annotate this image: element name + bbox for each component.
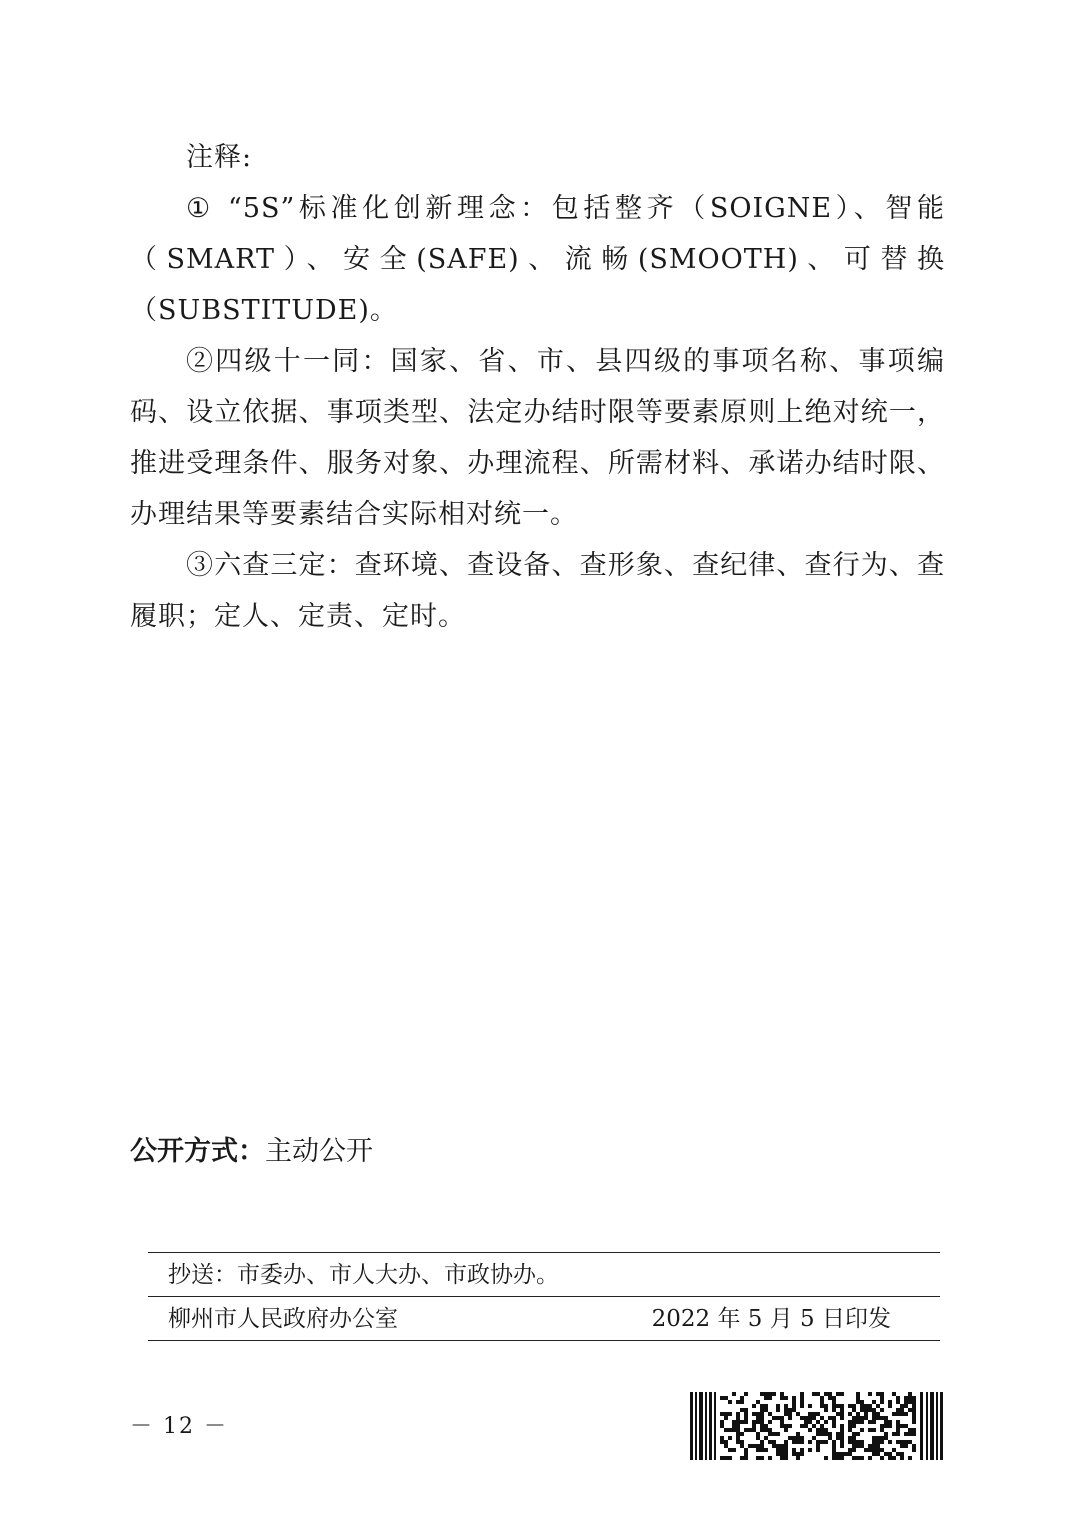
note-item-2: ②四级十一同：国家、省、市、县四级的事项名称、事项编码、设立依据、事项类型、法定办结时限等要素原则上绝对统一，推进受理条件、服务对象、办理流程、所需材料、承诺办结时限、办理结果等要素结合实际相对统一。 [130, 346, 945, 530]
issuer-name: 柳州市人民政府办公室 [168, 1306, 398, 1332]
disclosure-label: 公开方式： [130, 1136, 265, 1167]
note-item-1: ① “5S”标准化创新理念：包括整齐（SOIGNE）、智能（SMART）、安全(SAFE)、流畅(SMOOTH)、可替换（SUBSTITUDE)。 [130, 193, 945, 326]
disclosure-value: 主动公开 [265, 1136, 373, 1167]
disclosure-line [130, 1129, 373, 1175]
cc-line: 抄送：市委办、市人大办、市政协办。 [168, 1262, 559, 1288]
footer-top-rule [148, 1252, 940, 1253]
page-number: － 12 － [130, 1414, 228, 1439]
notes-section [130, 132, 945, 642]
notes-heading: 注释: [186, 142, 253, 173]
barcode-icon [690, 1392, 944, 1460]
footer-middle-rule [148, 1296, 940, 1297]
note-item-3: ③六查三定：查环境、查设备、查形象、查纪律、查行为、查履职；定人、定责、定时。 [130, 550, 945, 632]
issue-date: 2022 年 5 月 5 日印发 [651, 1306, 891, 1332]
footer-bottom-rule [148, 1340, 940, 1341]
